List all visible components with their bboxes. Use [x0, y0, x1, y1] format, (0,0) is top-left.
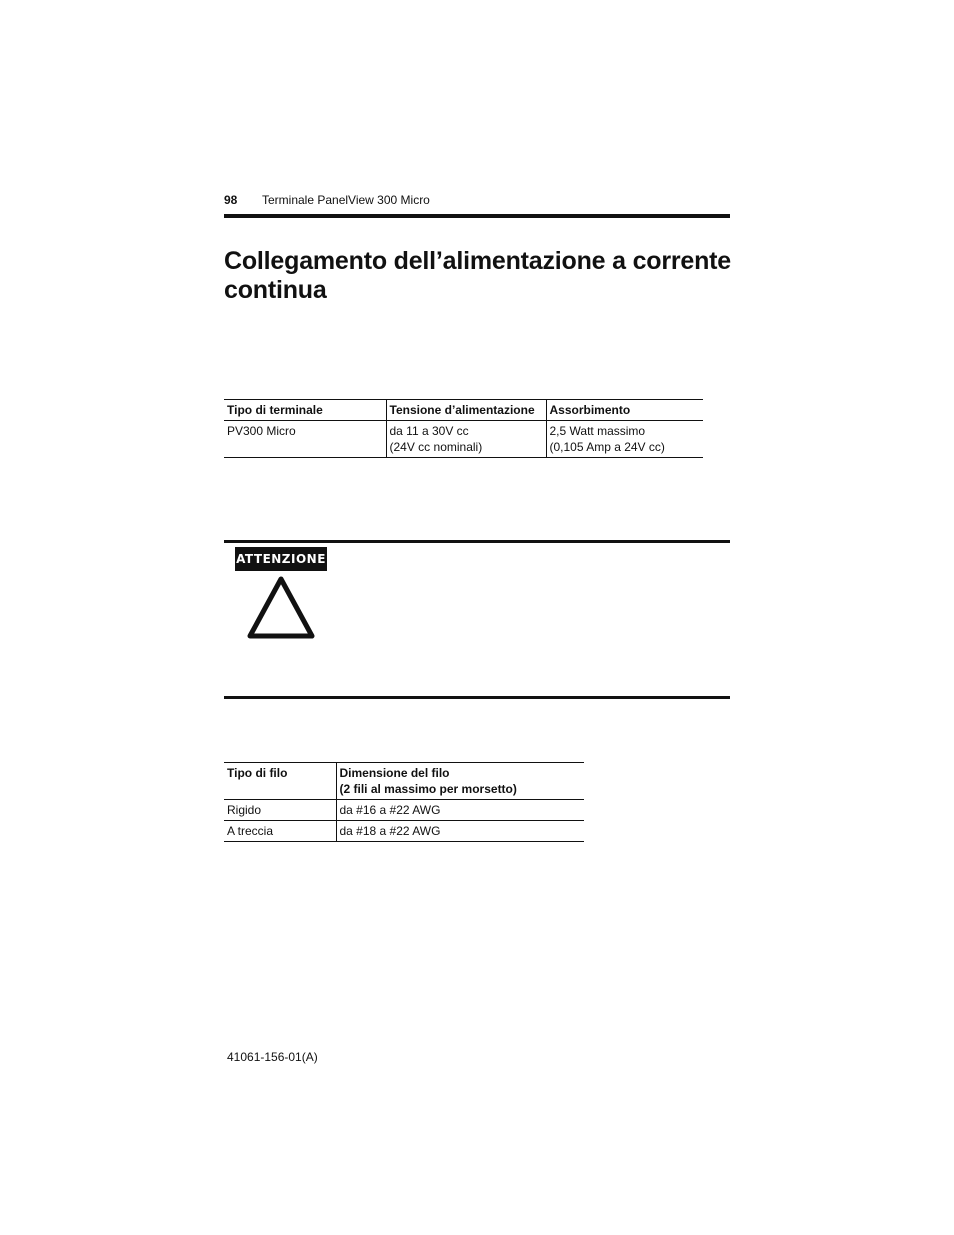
running-title: Terminale PanelView 300 Micro	[262, 193, 430, 207]
warning-triangle-icon	[246, 574, 316, 642]
cell-terminal: PV300 Micro	[224, 421, 386, 458]
wire-table-header-size	[336, 763, 584, 800]
power-table	[224, 399, 703, 458]
cell-wire-size: da #18 a #22 AWG	[336, 821, 584, 842]
wire-table-header-row	[224, 763, 584, 800]
power-table-header-row	[224, 400, 703, 421]
cell-consumption-line2: (0,105 Amp a 24V cc)	[549, 440, 665, 454]
wire-table-header-type: Tipo di filo	[224, 763, 336, 800]
table-row	[224, 821, 584, 842]
cell-wire-size: da #16 a #22 AWG	[336, 800, 584, 821]
power-table-header-terminal: Tipo di terminale	[224, 400, 386, 421]
power-table-header-voltage: Tensione d’alimentazione	[386, 400, 546, 421]
section-title-line2: continua	[224, 276, 327, 304]
cell-voltage-line2: (24V cc nominali)	[389, 440, 483, 454]
document-code: 41061-156-01(A)	[227, 1050, 318, 1064]
attention-bottom-rule	[224, 696, 730, 699]
table-row	[224, 800, 584, 821]
cell-voltage	[386, 421, 546, 458]
cell-wire-type: Rigido	[224, 800, 336, 821]
cell-wire-type: A treccia	[224, 821, 336, 842]
attention-top-rule	[224, 540, 730, 543]
cell-voltage-line1: da 11 a 30V cc	[389, 424, 469, 438]
cell-consumption-line1: 2,5 Watt massimo	[549, 424, 646, 438]
wire-table-header-size-line1: Dimensione del filo	[339, 766, 450, 780]
attention-badge: ATTENZIONE	[235, 547, 327, 571]
section-title	[224, 247, 744, 305]
header-rule	[224, 214, 730, 218]
page-number: 98	[224, 193, 238, 207]
table-row	[224, 421, 703, 458]
wire-table	[224, 762, 584, 842]
power-table-header-consumption: Assorbimento	[546, 400, 703, 421]
section-title-line1: Collegamento dell’alimentazione a corrente	[224, 247, 732, 275]
cell-consumption	[546, 421, 703, 458]
wire-table-header-size-line2: (2 fili al massimo per morsetto)	[339, 782, 517, 796]
